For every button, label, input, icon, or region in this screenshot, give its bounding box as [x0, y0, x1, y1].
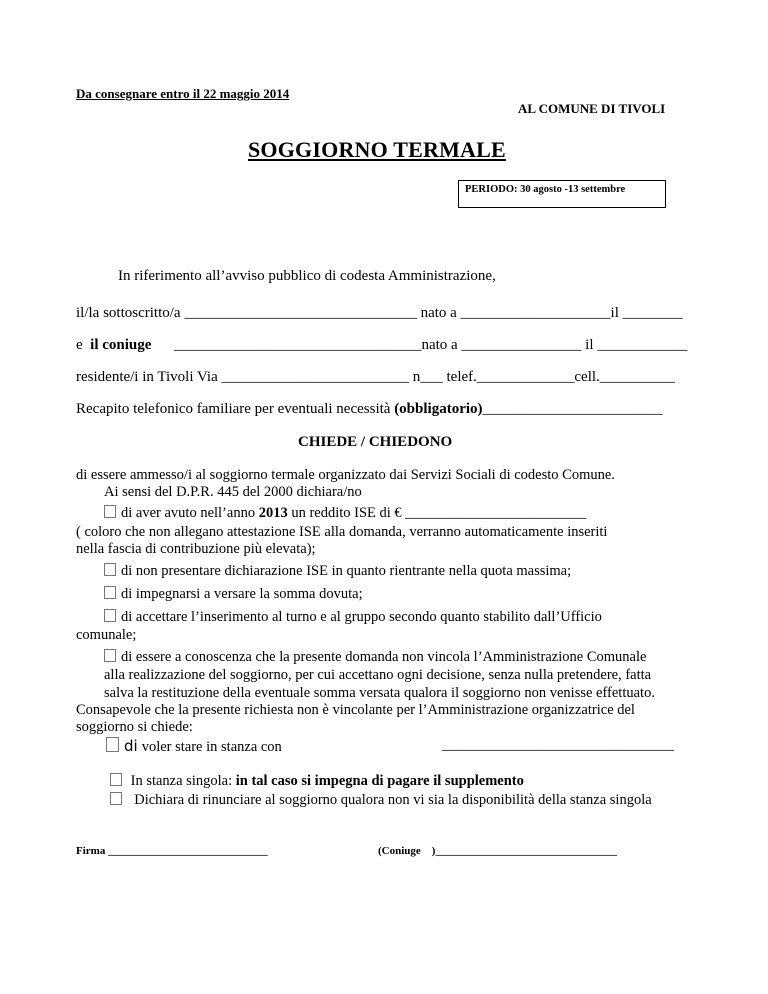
coniuge-label: (Coniuge [378, 845, 421, 857]
firma-blank: _____________________________ [108, 845, 268, 857]
aware-line-2: soggiorno si chiede: [76, 719, 193, 735]
checkbox-icon[interactable] [110, 773, 122, 786]
request-line-1: di essere ammesso/i al soggiorno termale organizzato dai Servizi Sociali di codesto Comune. [76, 467, 615, 483]
checkbox-icon[interactable] [104, 563, 116, 576]
option-single-room[interactable]: In stanza singola: in tal caso si impegna di pagare il supplemento [110, 773, 524, 790]
signature-firma[interactable] [76, 845, 268, 857]
option-renounce[interactable]: Dichiara di rinunciare al soggiorno qualora non vi sia la disponibilità della stanza singola [110, 792, 652, 809]
declaration-ise-note-2: nella fascia di contribuzione più elevata); [76, 541, 316, 557]
declaration-accept-turn-2: comunale; [76, 627, 137, 643]
signature-coniuge[interactable] [378, 845, 617, 857]
field-residence[interactable]: residente/i in Tivoli Via _________________________ n___ telef._____________cell.__________ [76, 369, 675, 385]
firma-label: Firma [76, 845, 106, 857]
declaration-pay[interactable]: di impegnarsi a versare la somma dovuta; [104, 586, 363, 603]
coniuge-blank: )_________________________________ [431, 845, 617, 857]
declaration-no-ise[interactable]: di non presentare dichiarazione ISE in quanto rientrante nella quota massima; [104, 563, 571, 580]
field-spouse-prefix: e [76, 337, 83, 353]
checkbox-icon[interactable] [110, 792, 122, 805]
declaration-awareness[interactable]: di essere a conoscenza che la presente domanda non vincola l’Amministrazione Comunale [104, 649, 646, 666]
request-line-2: Ai sensi del D.P.R. 445 del 2000 dichiara/no [104, 484, 362, 500]
checkbox-icon[interactable] [106, 737, 119, 752]
option-room-with[interactable]: di voler stare in stanza con [106, 737, 282, 756]
checkbox-icon[interactable] [104, 649, 116, 662]
period-box [458, 180, 666, 208]
field-spouse-label: il coniuge [90, 337, 152, 353]
field-spouse[interactable] [76, 337, 687, 354]
declaration-awareness-2: alla realizzazione del soggiorno, per cui accettano ogni decisione, senza nulla pretendere, fatta [104, 667, 652, 683]
checkbox-icon[interactable] [104, 609, 116, 622]
recipient-text: AL COMUNE DI TIVOLI [518, 101, 666, 116]
declaration-accept-turn[interactable]: di accettare l’inserimento al turno e al gruppo secondo quanto stabilito dall’Ufficio [104, 609, 602, 626]
declaration-awareness-3: salva la restituzione della eventuale somma versata qualora il soggiorno non venisse effettuato. [104, 685, 655, 701]
checkbox-icon[interactable] [104, 505, 116, 518]
period-value: 30 agosto -13 settembre [520, 184, 626, 195]
aware-line-1: Consapevole che la presente richiesta non è vincolante per l’Amministrazione organizzatrice del [76, 702, 635, 718]
declaration-ise-income[interactable]: di aver avuto nell’anno 2013 un reddito ISE di € _________________________ [104, 505, 587, 522]
page-title: SOGGIORNO TERMALE [248, 137, 506, 162]
field-spouse-blanks: _________________________________nato a ________________ il ____________ [173, 337, 688, 353]
field-family-phone[interactable] [76, 401, 663, 418]
field-applicant[interactable]: il/la sottoscritto/a _______________________________ nato a ____________________il ________ [76, 305, 683, 321]
room-with-blank[interactable]: ________________________________ [442, 737, 674, 753]
family-phone-label: Recapito telefonico familiare per eventuali necessità [76, 401, 391, 417]
period-label: PERIODO: [465, 184, 518, 195]
checkbox-icon[interactable] [104, 586, 116, 599]
deadline-text: Da consegnare entro il 22 maggio 2014 [76, 86, 290, 101]
family-phone-mandatory: (obbligatorio) [394, 401, 483, 417]
section-heading: CHIEDE / CHIEDONO [298, 434, 453, 450]
family-phone-blank: ________________________ [482, 401, 663, 417]
declaration-ise-note-1: ( coloro che non allegano attestazione ISE alla domanda, verranno automaticamente inseriti [76, 524, 608, 540]
intro-text: In riferimento all’avviso pubblico di codesta Amministrazione, [118, 268, 496, 284]
